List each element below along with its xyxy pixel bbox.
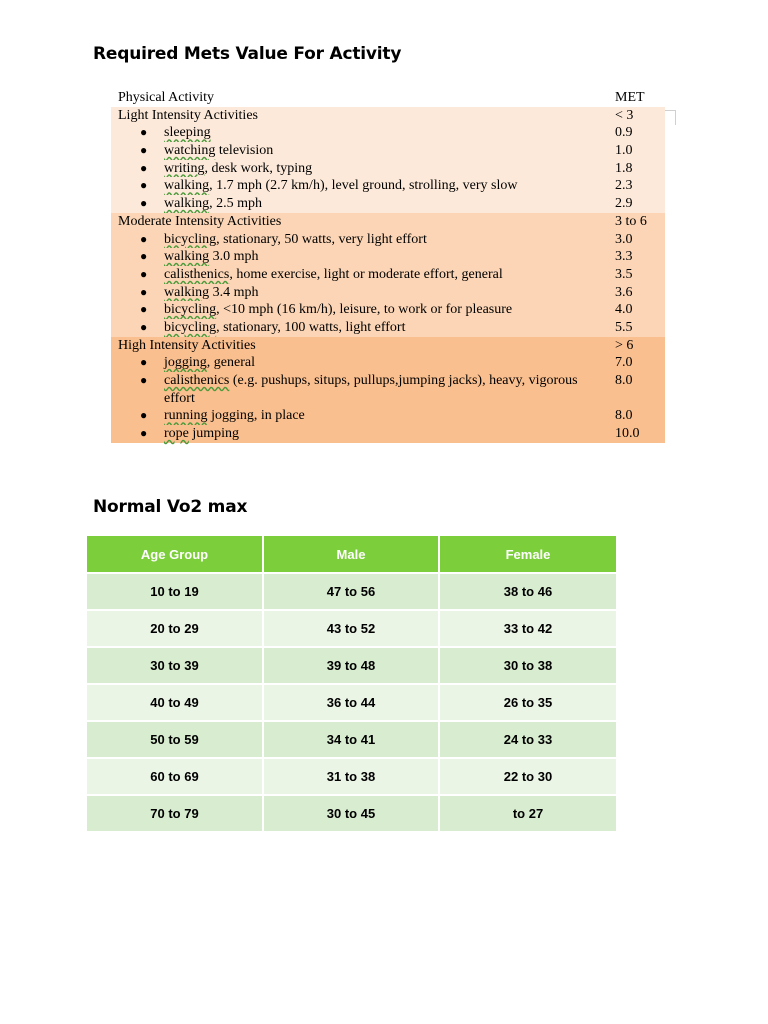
vo2-body <box>87 574 616 831</box>
activity-row <box>111 142 665 160</box>
bullet-icon: ● <box>140 373 148 387</box>
age-group-cell: 50 to 59 <box>87 722 264 757</box>
male-cell: 36 to 44 <box>264 685 440 720</box>
bullet-icon: ● <box>140 143 148 158</box>
activity-detail: television <box>215 143 274 159</box>
activity-row <box>111 372 665 407</box>
activity-keyword: calisthenics <box>164 373 230 388</box>
female-cell: 24 to 33 <box>503 732 553 747</box>
group-row-light <box>111 107 665 125</box>
activity-row <box>111 301 665 319</box>
activity-text <box>164 407 584 425</box>
activity-detail: , stationary, 100 watts, light effort <box>216 319 406 335</box>
activity-met: 8.0 <box>615 408 633 424</box>
activity-text <box>164 177 584 195</box>
activity-row <box>111 177 665 195</box>
activity-keyword: walking <box>164 196 210 212</box>
activity-row <box>111 284 665 302</box>
activity-keyword: writing <box>164 160 205 176</box>
cell-border <box>665 110 676 125</box>
vo2-row <box>87 796 616 831</box>
mets-table <box>111 89 665 443</box>
activity-detail: 3.4 mph <box>209 284 259 300</box>
female-header: Female <box>505 546 551 562</box>
activity-met: 3.5 <box>615 266 633 282</box>
activity-met: 1.8 <box>615 160 633 176</box>
activity-text <box>164 354 584 372</box>
activity-text <box>164 319 584 337</box>
activity-keyword: bicycling <box>164 319 217 335</box>
activity-keyword: sleeping <box>164 125 211 141</box>
activity-text <box>164 266 584 284</box>
male-cell: 30 to 45 <box>264 796 440 831</box>
activity-row <box>111 160 665 178</box>
vo2-row <box>87 685 616 720</box>
activity-text <box>164 231 584 249</box>
activity-met: 3.0 <box>615 231 633 247</box>
male-cell: 39 to 48 <box>264 648 440 683</box>
male-cell: 31 to 38 <box>264 759 440 794</box>
activity-row <box>111 124 665 142</box>
vo2-row <box>87 574 616 609</box>
female-cell: 30 to 38 <box>503 658 553 673</box>
bullet-icon: ● <box>140 302 148 317</box>
activity-text <box>164 248 584 266</box>
activity-met: 10.0 <box>615 426 640 442</box>
group-met: > 6 <box>615 337 634 353</box>
activity-row <box>111 248 665 266</box>
female-cell: 22 to 30 <box>503 769 553 784</box>
bullet-icon: ● <box>140 160 148 175</box>
activity-met: 1.0 <box>615 143 633 159</box>
age-group-header: Age Group <box>87 536 264 572</box>
female-cell: 38 to 46 <box>503 584 553 599</box>
activity-row <box>111 425 665 443</box>
activity-keyword: walking <box>164 178 210 194</box>
activity-keyword: calisthenics <box>164 266 230 282</box>
activity-detail: jogging, in place <box>207 408 305 424</box>
mets-header-row <box>111 89 665 107</box>
group-name: High Intensity Activities <box>118 337 256 353</box>
mets-body <box>111 107 665 443</box>
female-cell: 26 to 35 <box>503 695 553 710</box>
activity-detail: 3.0 mph <box>209 249 259 265</box>
activity-keyword: walking <box>164 249 210 265</box>
activity-met: 8.0 <box>615 373 633 388</box>
activity-detail: , desk work, typing <box>204 160 313 176</box>
activity-text <box>164 160 584 178</box>
vo2-title: Normal Vo2 max <box>93 497 248 517</box>
activity-text <box>164 301 584 319</box>
activity-met: 5.5 <box>615 319 633 335</box>
female-cell: 33 to 42 <box>503 621 553 636</box>
group-row-moderate <box>111 213 665 231</box>
bullet-icon: ● <box>140 319 148 334</box>
male-cell: 43 to 52 <box>264 611 440 646</box>
activity-detail: , home exercise, light or moderate effort, general <box>229 266 503 282</box>
activity-text <box>164 425 584 443</box>
activity-met: 7.0 <box>615 355 633 371</box>
activity-row <box>111 266 665 284</box>
male-cell: 47 to 56 <box>264 574 440 609</box>
vo2-row <box>87 648 616 683</box>
bullet-icon: ● <box>140 249 148 264</box>
vo2-table <box>87 536 616 831</box>
bullet-icon: ● <box>140 196 148 211</box>
activity-keyword: watching <box>164 143 216 159</box>
activity-column-header: Physical Activity <box>118 90 215 105</box>
met-column-header: MET <box>615 90 645 105</box>
age-group-cell: 40 to 49 <box>87 685 264 720</box>
vo2-row <box>87 759 616 794</box>
activity-detail: , <10 mph (16 km/h), leisure, to work or for pleasure <box>216 302 513 318</box>
activity-met: 2.3 <box>615 178 633 194</box>
group-met: < 3 <box>615 107 634 123</box>
age-group-cell: 30 to 39 <box>87 648 264 683</box>
activity-text <box>164 372 584 407</box>
bullet-icon: ● <box>140 408 148 423</box>
male-cell: 34 to 41 <box>264 722 440 757</box>
activity-keyword: bicycling <box>164 231 217 247</box>
activity-detail: , 2.5 mph <box>209 196 262 212</box>
activity-text <box>164 142 584 160</box>
group-row-high <box>111 337 665 355</box>
vo2-header-row <box>87 536 616 572</box>
activity-detail: , 1.7 mph (2.7 km/h), level ground, strolling, very slow <box>209 178 518 194</box>
bullet-icon: ● <box>140 426 148 441</box>
activity-keyword: bicycling <box>164 302 217 318</box>
activity-row <box>111 195 665 213</box>
activity-row <box>111 407 665 425</box>
activity-detail: , general <box>206 355 255 371</box>
activity-met: 4.0 <box>615 302 633 318</box>
bullet-icon: ● <box>140 266 148 281</box>
activity-met: 0.9 <box>615 125 633 141</box>
male-header: Male <box>264 536 440 572</box>
group-name: Moderate Intensity Activities <box>118 213 282 229</box>
activity-detail: (e.g. pushups, situps, pullups,jumping jacks), heavy, vigorous effort <box>164 373 578 406</box>
group-met: 3 to 6 <box>615 213 647 229</box>
bullet-icon: ● <box>140 125 148 140</box>
female-cell: to 27 <box>512 806 544 821</box>
age-group-cell: 20 to 29 <box>87 611 264 646</box>
age-group-cell: 70 to 79 <box>87 796 264 831</box>
activity-keyword: jogging <box>164 355 207 371</box>
activity-met: 3.3 <box>615 249 633 265</box>
mets-title: Required Mets Value For Activity <box>93 44 402 64</box>
group-name: Light Intensity Activities <box>118 107 258 123</box>
activity-text <box>164 195 584 213</box>
bullet-icon: ● <box>140 284 148 299</box>
activity-row <box>111 319 665 337</box>
bullet-icon: ● <box>140 231 148 246</box>
activity-row <box>111 231 665 249</box>
age-group-cell: 10 to 19 <box>87 574 264 609</box>
bullet-icon: ● <box>140 178 148 193</box>
activity-keyword: rope <box>164 426 189 442</box>
activity-met: 2.9 <box>615 196 633 212</box>
bullet-icon: ● <box>140 355 148 370</box>
activity-met: 3.6 <box>615 284 633 300</box>
activity-keyword: running <box>164 408 208 424</box>
activity-row <box>111 354 665 372</box>
vo2-row <box>87 722 616 757</box>
activity-text <box>164 124 584 142</box>
activity-keyword: walking <box>164 284 210 300</box>
activity-detail: jumping <box>188 426 240 442</box>
age-group-cell: 60 to 69 <box>87 759 264 794</box>
activity-text <box>164 284 584 302</box>
activity-detail: , stationary, 50 watts, very light effort <box>216 231 427 247</box>
vo2-row <box>87 611 616 646</box>
